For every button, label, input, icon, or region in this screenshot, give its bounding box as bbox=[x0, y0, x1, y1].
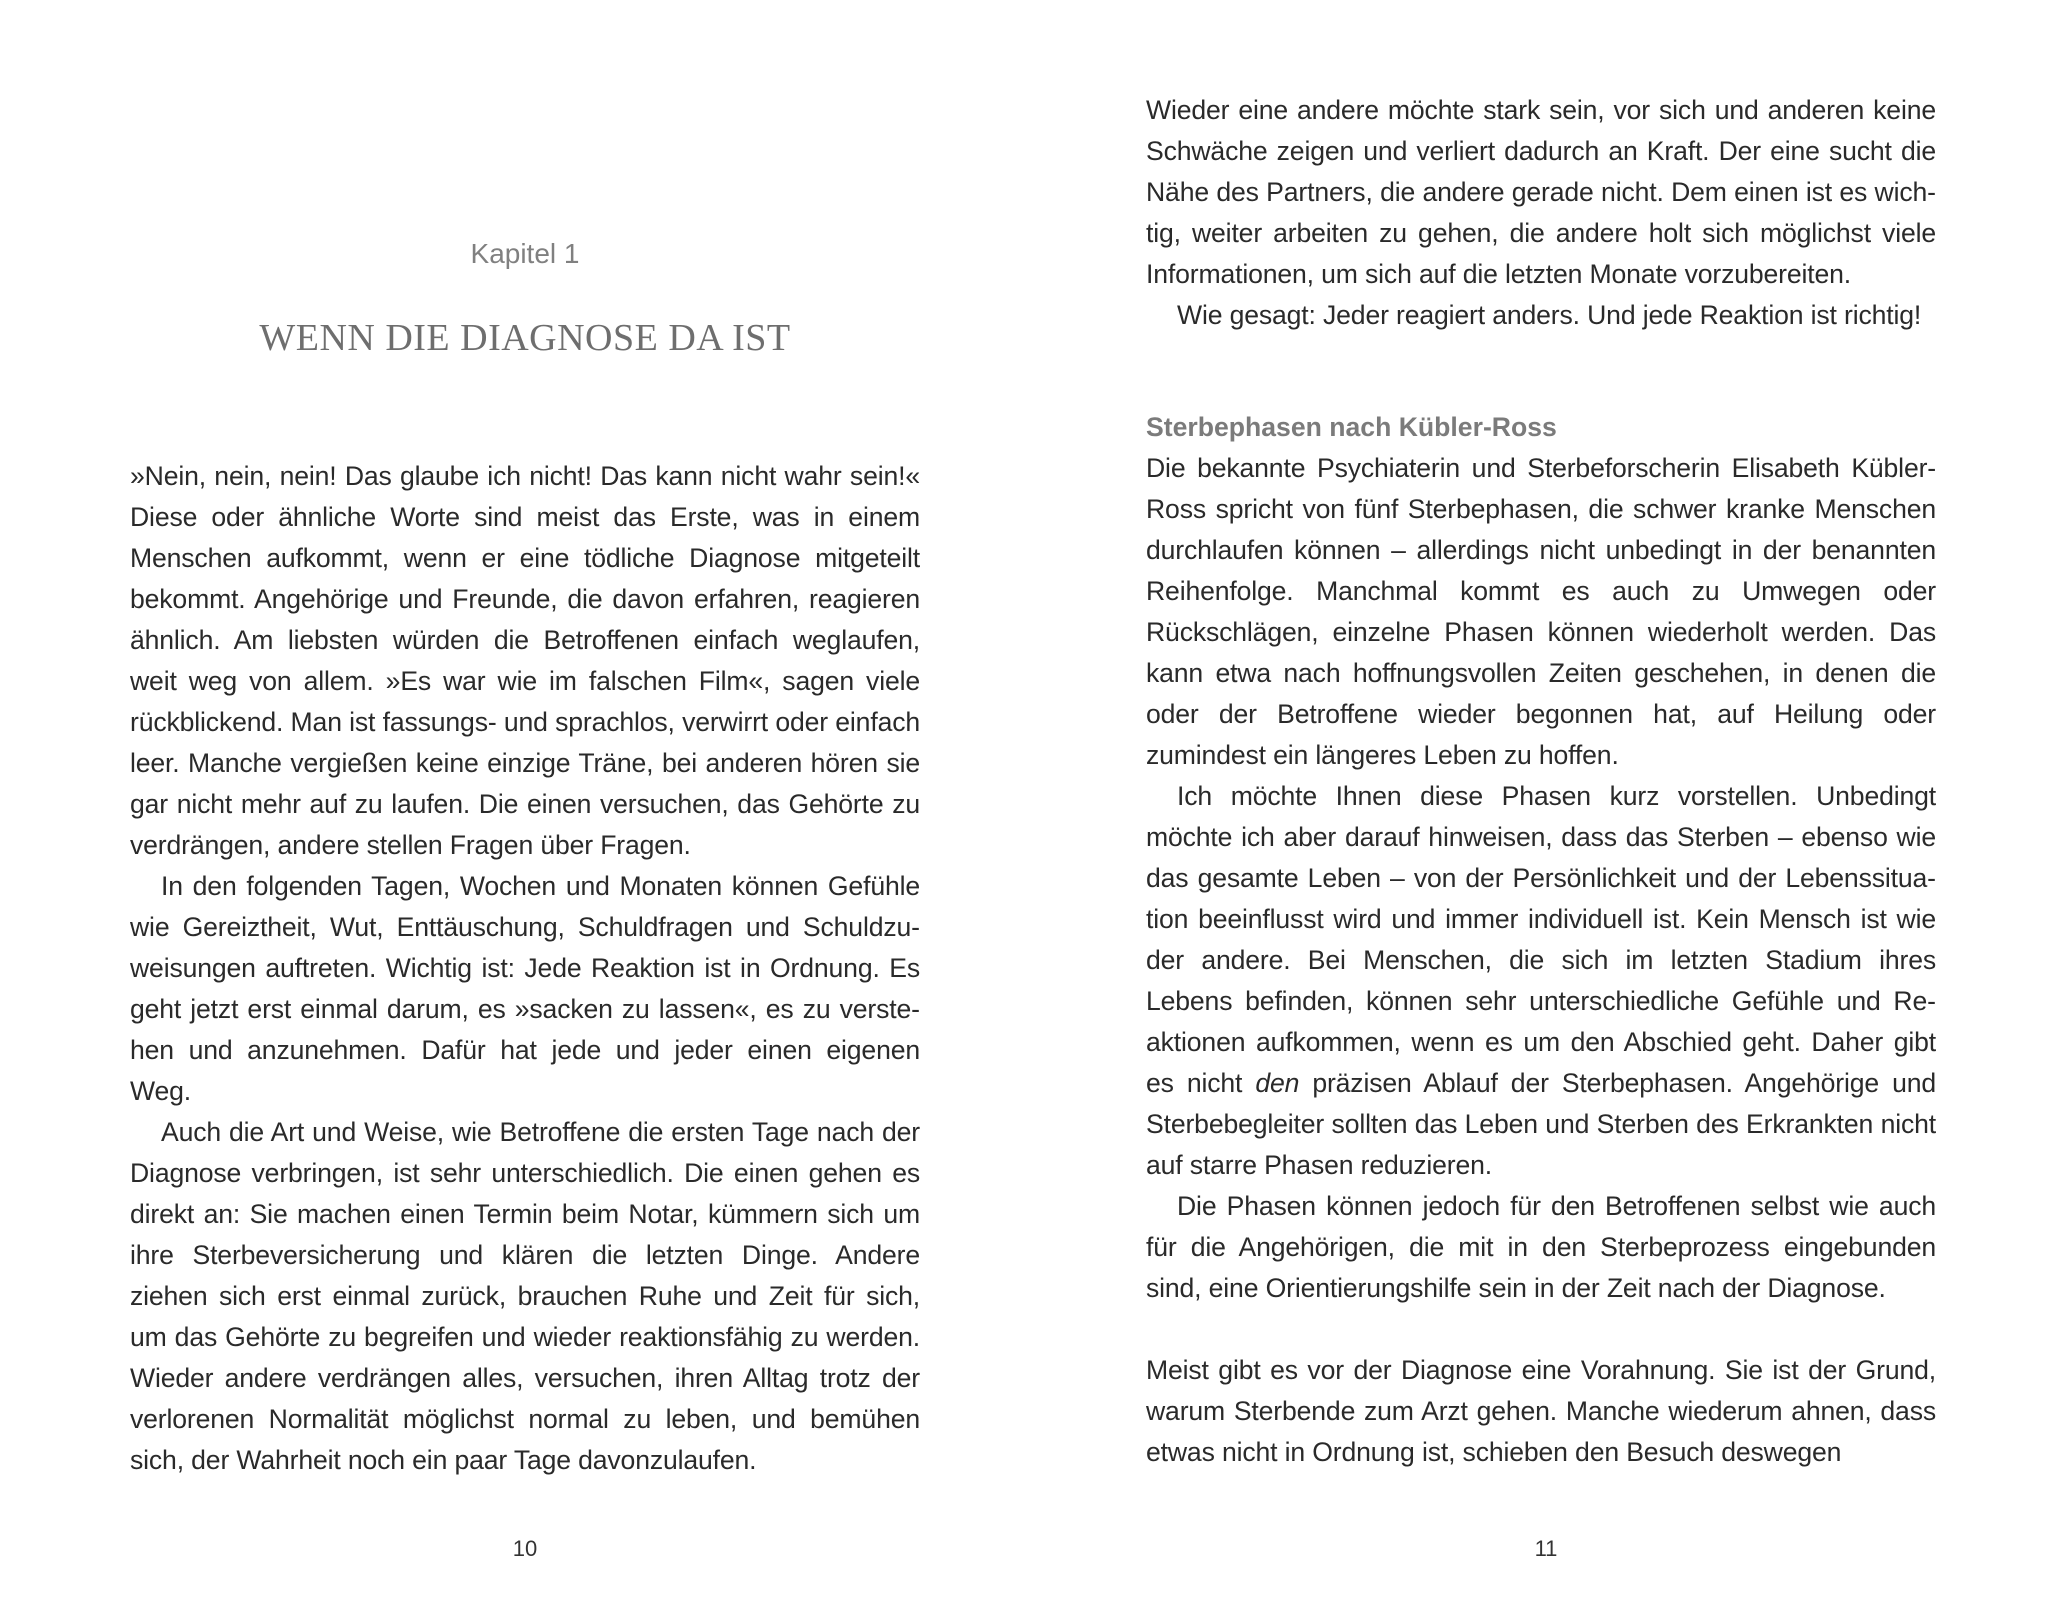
paragraph: Die bekannte Psychiaterin und Sterbeforscherin Elisabeth Kübler-Ross spricht von fünf Sterbephasen, die schwer kranke Menschen durchlaufen können – allerdings nicht unbedingt in der benannten Reihenfolge. Manchmal kommt es auch zu Umwegen oder Rückschlägen, einzelne Phasen können wiederholt werden. Das kann etwa nach hoffnungsvollen Zeiten geschehen, in denen die oder der Betroffene wieder begonnen hat, auf Heilung oder zumindest ein längeres Leben zu hoffen. bbox=[1146, 453, 1936, 770]
paragraph bbox=[1146, 776, 1936, 1186]
chapter-title: WENN DIE DIAGNOSE DA IST bbox=[259, 317, 791, 359]
right-body-text bbox=[1146, 90, 1936, 1473]
paragraph-part: präzisen Ablauf der Sterbephasen. Angehörige und Sterbebegleiter sollten das Leben und Sterben des Erkrankten nicht auf starre Phasen reduzieren. bbox=[1146, 1068, 1936, 1180]
paragraph: »Nein, nein, nein! Das glaube ich nicht! Das kann nicht wahr sein!« Diese oder ähnliche Worte sind meist das Erste, was in einem Menschen aufkommt, wenn er eine tödliche Diagnose mitgeteilt bekommt. Angehörige und Freunde, die davon erfahren, reagieren ähnlich. Am liebsten würden die Betroffenen einfach weglaufen, weit weg von allem. »Es war wie im falschen Film«, sagen viele rückblickend. Man ist fassungs- und sprachlos, verwirrt oder einfach leer. Manche vergießen keine einzige Träne, bei anderen hören sie gar nicht mehr auf zu laufen. Die einen versuchen, das Gehörte zu verdrängen, andere stellen Fragen über Fragen. bbox=[130, 461, 920, 860]
page-number: 11 bbox=[1534, 1536, 1558, 1561]
chapter-label: Kapitel 1 bbox=[470, 238, 580, 269]
paragraph: Wieder eine andere möchte stark sein, vor sich und anderen keine Schwäche zeigen und verliert dadurch an Kraft. Der eine sucht die Nähe des Partners, die andere gerade nicht. Dem einen ist es wichtig, weiter arbeiten zu gehen, die andere holt sich möglichst viele Informationen, um sich auf die letzten Monate vorzubereiten. bbox=[1146, 95, 1936, 289]
left-body-text bbox=[130, 456, 920, 1481]
right-page bbox=[1024, 0, 2048, 1609]
section-spacer bbox=[1146, 336, 1936, 407]
emphasized-word: den bbox=[1255, 1068, 1300, 1098]
paragraph: Auch die Art und Weise, wie Betroffene die ersten Tage nach der Diagnose verbringen, ist sehr unterschiedlich. Die einen gehen es direkt an: Sie machen einen Termin beim Notar, kümmern sich um ihre Sterbeversicherung und klären die letzten Dinge. Andere ziehen sich erst einmal zurück, brauchen Ruhe und Zeit für sich, um das Gehörte zu begreifen und wieder reaktionsfähig zu werden. Wieder andere verdrängen alles, versuchen, ihren Alltag trotz der verlorenen Normalität möglichst normal zu leben, und bemühen sich, der Wahrheit noch ein paar Tage davonzulaufen. bbox=[130, 1117, 920, 1475]
section-heading: Sterbephasen nach Kübler-Ross bbox=[1146, 412, 1557, 442]
paragraph: Die Phasen können jedoch für den Betroffenen selbst wie auch für die Angehörigen, die mit in den Sterbeprozess eingebunden sind, eine Orientierungshilfe sein in der Zeit nach der Diagnose. bbox=[1146, 1191, 1936, 1303]
page-number: 10 bbox=[512, 1536, 538, 1561]
paragraph: Meist gibt es vor der Diagnose eine Vorahnung. Sie ist der Grund, warum Sterbende zum Arzt gehen. Manche wiederum ahnen, dass etwas nicht in Ordnung ist, schieben den Besuch deswegen bbox=[1146, 1355, 1936, 1467]
section-break bbox=[1146, 1309, 1936, 1350]
paragraph: In den folgenden Tagen, Wochen und Monaten können Gefühle wie Gereiztheit, Wut, Enttäuschung, Schuldfragen und Schuldzuweisungen auftreten. Wichtig ist: Jede Reaktion ist in Ordnung. Es geht jetzt erst einmal darum, es »sacken zu lassen«, es zu verstehen und anzunehmen. Dafür hat jede und jeder einen eigenen Weg. bbox=[130, 871, 920, 1106]
paragraph: Wie gesagt: Jeder reagiert anders. Und jede Reaktion ist richtig! bbox=[1177, 300, 1922, 330]
paragraph-part: Ich möchte Ihnen diese Phasen kurz vorstellen. Unbedingt möchte ich aber darauf hinweisen, dass das Sterben – ebenso wie das gesamte Leben – von der Persönlichkeit und der Lebenssituation beeinflusst wird und immer individuell ist. Kein Mensch ist wie der andere. Bei Menschen, die sich im letzten Stadium ihres Lebens befinden, können sehr unterschiedliche Gefühle und Reaktionen aufkommen, wenn es um den Abschied geht. Daher gibt es nicht bbox=[1146, 781, 1936, 1098]
